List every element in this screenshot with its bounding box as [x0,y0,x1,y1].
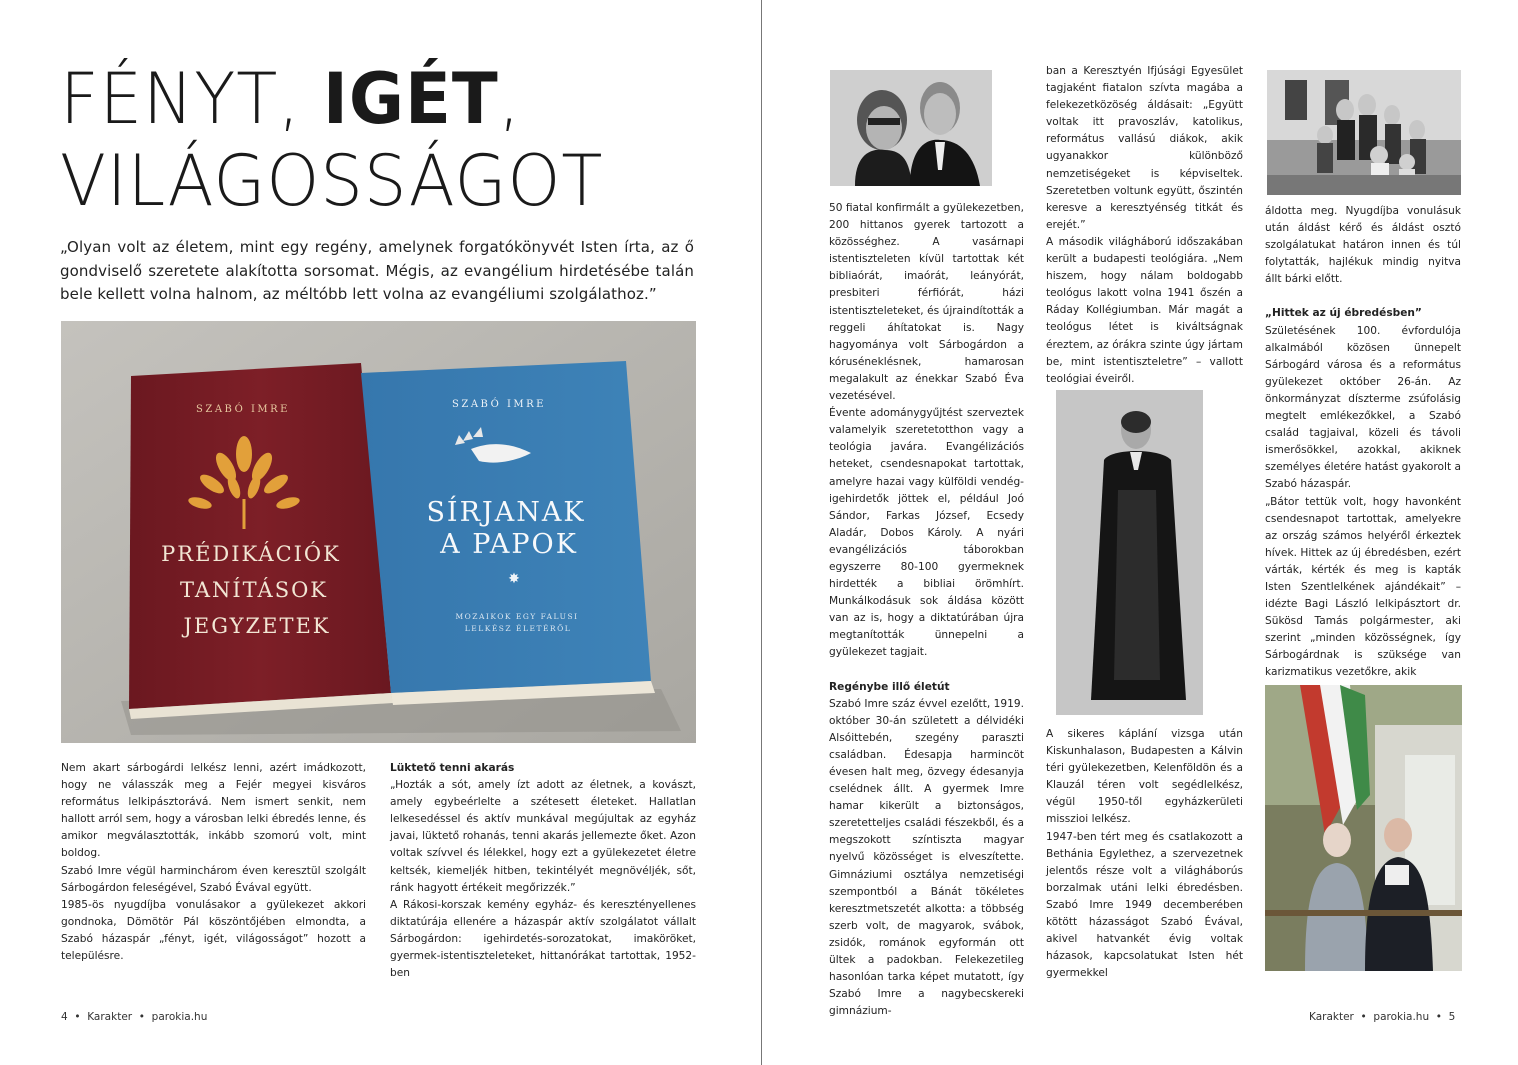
photo-couple-flag [1265,685,1462,971]
title-part-2: IGÉT [322,58,499,140]
blue-book-author: SZABÓ IMRE [452,399,546,410]
page-divider [761,0,762,1065]
red-book-line-1: PRÉDIKÁCIÓK [161,542,341,566]
col3-paragraph-3: Szabó Imre száz évvel ezelőtt, 1919. október 30-án született a délvidéki Alsóittebén, szegény paraszti családban. Édesapja harmincöt évesen halt meg, özvegy édesanyja cselédnek állt. A gyermek Imre hamar kikerült a biztonságos, szeretetteljes családi fészekből, és a megszokott színtiszta magyar nyelvű közösséget is elveszítette. Gimnáziumi osztálya nemzetiségi szempontból a Bánát tökéletes keresztmetszetét alkotta: a többség szerb volt, de magyarok, svábok, zsidók, románok egyformán ott ültek a padokban. Felekezetileg hasonlóan tarka képet mutatott, így Szabó Imre a nagybecskereki gimnázium- [829,697,1024,1018]
col1-paragraph-2: Szabó Imre végül harminchárom éven keresztül szolgált Sárbogárdon feleségével, Szabó Évával együtt. [61,864,366,894]
col3-subheading: Regénybe illő életút [829,680,950,693]
column-1 [61,760,366,965]
books-photo [61,321,696,743]
col4-paragraph-1: ban a Keresztyén Ifjúsági Egyesület tagjaként fiatalon szívta magába a felekezetközöség áldásait: „Együtt voltak itt pravoszláv, katolikus, református vallású diákok, akik ugyanakkor különböző nemzetiségeket is képviseltek. Szeretetben voltunk együtt, őszintén keresve a keresztyénség titkát és erejét.” [1046,65,1243,231]
footer-page-number: 5 [1448,1011,1456,1023]
col2-paragraph-2: A Rákosi-korszak kemény egyház- és keresztényellenes diktatúrája ellenére a házaspár aktív szolgálatot vállalt Sárbogárdon: igehirdetés-sorozatokat, imaköröket, gyermek-istentiszteleteket, hittanórákat tartottak, 1952-ben [390,898,696,980]
column-4-bottom [1046,726,1243,982]
column-4-top [1046,63,1243,388]
footer-magazine-name: Karakter [1309,1011,1354,1023]
column-3 [829,200,1024,1020]
col2-subheading: Lüktető tenni akarás [390,762,515,774]
footer-magazine-name: Karakter [87,1011,133,1023]
photo-family-children [1267,70,1461,195]
blue-book-subtitle-1: MOZAIKOK EGY FALUSI [455,612,579,621]
photo-young-pastor [1056,390,1203,715]
footer-website: parokia.hu [1373,1011,1430,1023]
col3-paragraph-1: 50 fiatal konfirmált a gyülekezetben, 200 hittanos gyerek tartozott a közösséghez. A vasárnapi istentiszteleten kívül tartottak két bibliaórát, imaórát, leányórát, presbiteri férfiórát, házi istentiszteleteket, és újraindították a reggeli áhítatokat is. Nagy hagyománya volt Sárbogárdon a kóruséneklésnek, hamarosan megalakult az énekkar Szabó Éva vezetésével. [829,202,1024,403]
title-line-2: VILÁGOSSÁGOT [60,140,604,222]
footer-right: Karakter • parokia.hu • 5 [1309,1011,1456,1023]
col5-paragraph-1: áldotta meg. Nyugdíjba vonulásuk után áldást kérő és áldást osztó szolgálatukat határon innen és túl folytatták, hajlékuk mindig nyitva állt bárki előtt. [1265,205,1461,286]
lead-quote: „Olyan volt az életem, mint egy regény, amelynek forgatókönyvét Isten írta, az ő gondviselő szeretete alakította sorsomat. Mégis, az evangélium hirdetésébe talán bele kellett volna halnom, az méltóbb lett volna az evangéliumi szolgálathoz.” [60,238,694,303]
photo-elderly-couple [830,70,992,186]
col5-paragraph-3: „Bátor tettük volt, hogy havonként csendesnapot tartottak, amelyekre az ország számos helyéről érkeztek hívek. Hittek az új ébredésben, ezért várták, kérték és meg is kapták Isten Szentlelkének ajándékait” – idézte Bagi László lelkipásztort dr. Sükösd Tamás polgármester, aki szerint „minden közösségnek, így Sárbogárdnak is szüksége van karizmatikus vezetőkre, akik [1265,495,1461,679]
blue-book-subtitle-2: LELKÉSZ ÉLETÉRŐL [464,624,572,633]
col4-paragraph-4: 1947-ben tért meg és csatlakozott a Bethánia Egylethez, a szervezetnek jelentős része volt a világháborús borzalmak utáni lelki ébredésben. Szabó Imre 1949 decemberében kötött házasságot Szabó Évával, akivel hatvankét évig voltak házasok, kapcsolatukat Isten hét gyermekkel [1046,830,1243,980]
article-title [60,58,674,222]
col1-paragraph-3: 1985-ös nyugdíjba vonulásakor a gyülekezet akkori gondnoka, Dömötör Pál köszöntőjében elmondta, a Szabó házaspár „fényt, igét, világosságot” hozott a településre. [61,898,366,963]
col1-paragraph-1: Nem akart sárbogárdi lelkész lenni, azért imádkozott, hogy ne válasszák meg a Fejér megyei kisváros református lelkipásztorává. Nem ismert senkit, nem hallott arról sem, hogy a városban lelki ébredés lenne, és amikor megválasztották, inkább szomorú volt, mint boldog. [61,762,366,860]
col5-paragraph-2: Születésének 100. évfordulója alkalmából közösen ünnepelt Sárbogárd városa és a református gyülekezet október 26-án. Az önkormányzat díszterme zsúfolásig megtelt emlékezőkkel, a Szabó család tagjaival, közeli és távoli ismerősökkel, azokkal, akiknek személyes életére hatást gyakorolt a Szabó házaspár. [1265,324,1461,491]
red-book-line-2: TANÍTÁSOK [179,578,329,602]
red-book-line-3: JEGYZETEK [183,614,331,638]
column-5 [1265,203,1461,682]
books-illustration [61,321,696,743]
column-2 [390,760,696,982]
col3-paragraph-2: Évente adománygyűjtést szerveztek valamelyik szeretetotthon vagy a teológia javára. Evangélizációs heteket, csendesnapokat tartottak, amelyre hazai vagy külföldi vendég-igehirdetők jöttek el, például Joó Sándor, Farkas József, Ecsedy Aladár, Dobos Károly. A nyári evangélizációs táborokban egyszerre 80-100 gyermeknek hirdették a bibliai örömhírt. Munkálkodásuk sok áldása között van az is, hogy a diktatúrában újra megtanították ünnepelni a gyülekezet tagjait. [829,407,1024,659]
blue-book-line-2: A PAPOK [440,529,578,560]
svg-text:✸: ✸ [508,571,520,587]
red-book-author: SZABÓ IMRE [196,404,290,415]
blue-book-line-1: SÍRJANAK [426,497,586,528]
col5-subheading: „Hittek az új ébredésben” [1265,307,1422,320]
col4-paragraph-3: A sikeres káplání vizsga után Kiskunhalason, Budapesten a Kálvin téri gyülekezetben, Kelenföldön és a Klauzál téren volt segédlelkész, végül 1950-től egyházkerületi misszioi lelkész. [1046,728,1243,826]
footer-page-number: 4 [61,1011,68,1023]
footer-website: parokia.hu [151,1011,208,1023]
col4-paragraph-2: A második világháború időszakában került a budapesti teológiára. „Nem hiszem, hogy nálam boldogabb teológus lakott volna 1941 őszén a Ráday Kollégiumban. Már magát a teológus létet is kiváltságnak éreztem, az órákra szinte úgy jártam be, mint istentiszteletre” – vallott teológiai éveiről. [1046,235,1243,385]
col2-paragraph-1: „Hozták a sót, amely ízt adott az életnek, a kovászt, amely egybeérlelte a szétesett életeket. Hallatlan lelkesedéssel és aktív munkával megújultak az egyház javai, lüktető rohanás, tenni akarás jellemezte őket. Azon voltak szívvel és lélekkel, hogy ezt a gyülekezetet életre keltsék, kiemeljék hitben, tekintélyét megnövéljék, sőt, ránk hagyott értékeit megőrizzék.” [390,779,696,894]
footer-left: 4 • Karakter • parokia.hu [61,1011,208,1023]
title-part-1: FÉNYT, [60,58,323,140]
title-part-3: , [498,58,522,140]
